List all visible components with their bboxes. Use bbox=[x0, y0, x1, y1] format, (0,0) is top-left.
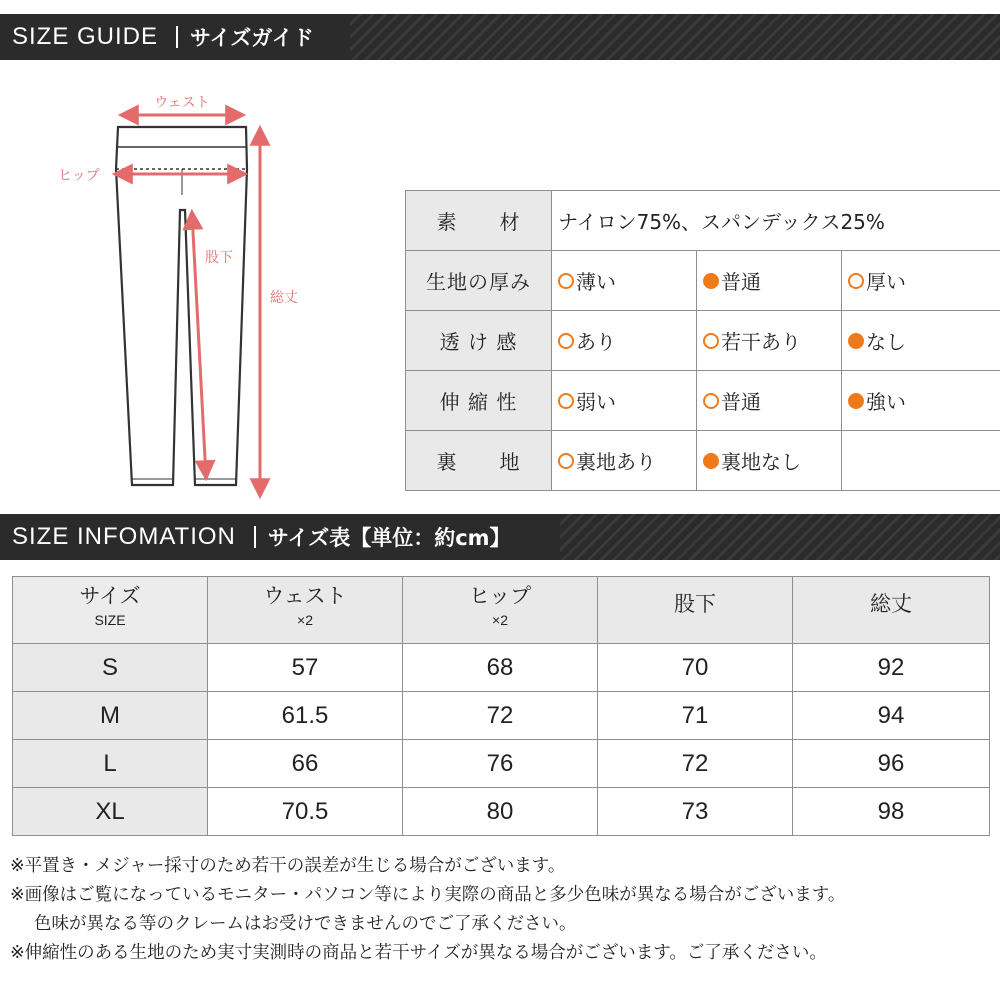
sheerness-option-yes: あり bbox=[558, 326, 616, 355]
material-table bbox=[405, 190, 1000, 491]
inseam-cell: 70 bbox=[598, 644, 793, 692]
stretch-option-weak: 弱い bbox=[558, 386, 616, 415]
size-info-subtitle: サイズ表【単位：約cm】 bbox=[267, 526, 511, 550]
selected-circle-icon bbox=[848, 333, 864, 349]
length-cell: 96 bbox=[793, 740, 990, 788]
size-guide-header bbox=[0, 14, 1000, 60]
size-guide-subtitle: サイズガイド bbox=[190, 26, 314, 50]
note-color-difference: ※画像はご覧になっているモニター・パソコン等により実際の商品と多少色味が異なる場合がございます。 bbox=[10, 885, 846, 905]
unselected-circle-icon bbox=[558, 393, 574, 409]
unselected-circle-icon bbox=[703, 393, 719, 409]
selected-circle-icon bbox=[703, 453, 719, 469]
thickness-option-thick: 厚い bbox=[848, 266, 906, 295]
table-row bbox=[13, 788, 990, 836]
hip-label: ヒップ bbox=[58, 168, 100, 184]
inseam-cell: 73 bbox=[598, 788, 793, 836]
thickness-label: 生地の厚み bbox=[406, 251, 552, 311]
stretch-option-normal: 普通 bbox=[703, 386, 761, 415]
header-length: 総丈 bbox=[793, 577, 990, 644]
waist-label: ウェスト bbox=[154, 95, 210, 111]
header-size: サイズ SIZE bbox=[13, 577, 208, 644]
size-guide-title: SIZE GUIDE bbox=[12, 23, 159, 50]
size-cell: S bbox=[13, 644, 208, 692]
size-table bbox=[12, 576, 990, 836]
material-label: 素 材 bbox=[406, 191, 552, 251]
material-row-thickness bbox=[406, 251, 1000, 311]
sheerness-label: 透 け 感 bbox=[406, 311, 552, 371]
length-cell: 94 bbox=[793, 692, 990, 740]
header-stripe-pattern bbox=[350, 14, 1000, 60]
lining-option-no: 裏地なし bbox=[703, 446, 801, 475]
waist-cell: 70.5 bbox=[208, 788, 403, 836]
material-row-fabric bbox=[406, 191, 1000, 251]
stretch-label: 伸 縮 性 bbox=[406, 371, 552, 431]
header-waist: ウェスト ×2 bbox=[208, 577, 403, 644]
table-row bbox=[13, 740, 990, 788]
note-stretch: ※伸縮性のある生地のため実寸実測時の商品と若干サイズが異なる場合がございます。ご了承ください。 bbox=[10, 943, 827, 963]
table-row bbox=[13, 644, 990, 692]
waist-cell: 61.5 bbox=[208, 692, 403, 740]
selected-circle-icon bbox=[703, 273, 719, 289]
hip-cell: 68 bbox=[403, 644, 598, 692]
lining-label: 裏 地 bbox=[406, 431, 552, 491]
hip-cell: 72 bbox=[403, 692, 598, 740]
sheerness-option-slight: 若干あり bbox=[703, 326, 801, 355]
length-cell: 92 bbox=[793, 644, 990, 692]
stretch-option-strong: 強い bbox=[848, 386, 906, 415]
length-label: 総丈 bbox=[270, 290, 298, 306]
sheerness-option-none: なし bbox=[848, 326, 906, 355]
unselected-circle-icon bbox=[558, 333, 574, 349]
unselected-circle-icon bbox=[848, 273, 864, 289]
leggings-outline bbox=[116, 127, 247, 485]
material-row-stretch bbox=[406, 371, 1000, 431]
table-row bbox=[13, 692, 990, 740]
empty-cell bbox=[842, 431, 1000, 491]
header-hip: ヒップ ×2 bbox=[403, 577, 598, 644]
thickness-option-thin: 薄い bbox=[558, 266, 616, 295]
waist-cell: 66 bbox=[208, 740, 403, 788]
header-inseam: 股下 bbox=[598, 577, 793, 644]
material-row-lining bbox=[406, 431, 1000, 491]
length-cell: 98 bbox=[793, 788, 990, 836]
thickness-option-normal: 普通 bbox=[703, 266, 761, 295]
material-value: ナイロン75%、スパンデックス25% bbox=[552, 191, 1000, 251]
size-info-header bbox=[0, 514, 1000, 560]
size-table-header bbox=[13, 577, 990, 644]
inseam-cell: 71 bbox=[598, 692, 793, 740]
size-info-title: SIZE INFOMATION bbox=[12, 523, 236, 550]
header-divider bbox=[176, 26, 178, 48]
inseam-cell: 72 bbox=[598, 740, 793, 788]
notes bbox=[10, 852, 995, 968]
material-row-sheerness bbox=[406, 311, 1000, 371]
unselected-circle-icon bbox=[703, 333, 719, 349]
note-no-claims: 色味が異なる等のクレームはお受けできませんのでご了承ください。 bbox=[34, 914, 577, 934]
header-divider bbox=[254, 526, 256, 548]
unselected-circle-icon bbox=[558, 273, 574, 289]
lining-option-yes: 裏地あり bbox=[558, 446, 656, 475]
hip-cell: 80 bbox=[403, 788, 598, 836]
header-stripe-pattern bbox=[560, 514, 1000, 560]
hip-cell: 76 bbox=[403, 740, 598, 788]
selected-circle-icon bbox=[848, 393, 864, 409]
leggings-diagram bbox=[40, 85, 360, 510]
unselected-circle-icon bbox=[558, 453, 574, 469]
size-cell: L bbox=[13, 740, 208, 788]
note-measurement: ※平置き・メジャー採寸のため若干の誤差が生じる場合がございます。 bbox=[10, 856, 566, 876]
waist-cell: 57 bbox=[208, 644, 403, 692]
inseam-label: 股下 bbox=[205, 250, 233, 266]
size-cell: XL bbox=[13, 788, 208, 836]
size-cell: M bbox=[13, 692, 208, 740]
